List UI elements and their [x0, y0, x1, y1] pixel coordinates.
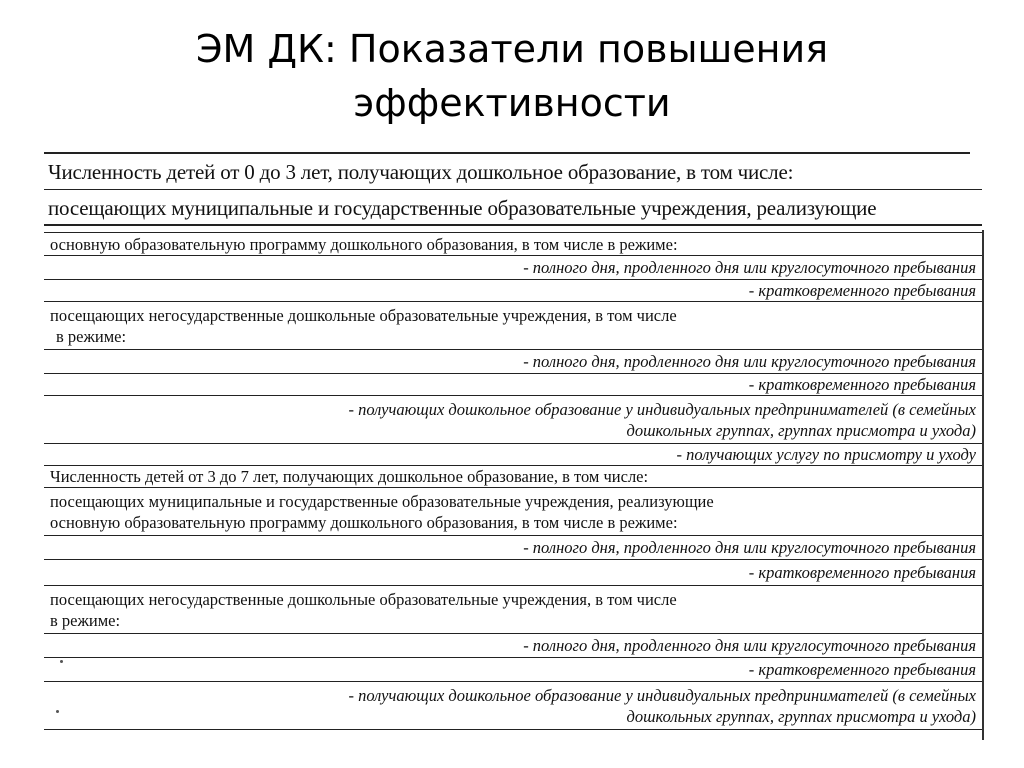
row-text: - полного дня, продленного дня или круглосуточного пребывания [523, 636, 976, 655]
row-text-line-1: - получающих дошкольное образование у индивидуальных предпринимателей (в семейных [348, 686, 976, 705]
row-text: основную образовательную программу дошкольного образования, в том числе в режиме: [50, 235, 678, 254]
table-row [44, 488, 982, 536]
table-row [44, 350, 982, 374]
table-row [44, 190, 982, 226]
table-row [44, 302, 982, 350]
row-text: Численность детей от 0 до 3 лет, получающих дошкольное образование, в том числе: [48, 160, 794, 184]
row-text: - полного дня, продленного дня или круглосуточного пребывания [523, 258, 976, 277]
row-text: - кратковременного пребывания [748, 281, 976, 300]
slide-title-line-2: эффективности [353, 81, 671, 125]
table-row [44, 374, 982, 396]
table-row [44, 466, 982, 488]
scanned-indicators-table [40, 150, 985, 740]
table-row [44, 444, 982, 466]
scan-speck [56, 710, 59, 713]
table-row [44, 634, 982, 658]
row-text: - полного дня, продленного дня или круглосуточного пребывания [523, 352, 976, 371]
scan-speck [60, 660, 63, 663]
row-text: Численность детей от 3 до 7 лет, получающих дошкольное образование, в том числе: [50, 467, 649, 486]
row-text-line-2: в режиме: [56, 327, 127, 346]
table-row [44, 280, 982, 302]
slide-title-line-1: ЭМ ДК: Показатели повышения [195, 27, 829, 71]
table-row [44, 682, 982, 730]
row-text: посещающих муниципальные и государственные образовательные учреждения, реализующие [48, 196, 877, 220]
slide-title [0, 22, 1024, 130]
table-row [44, 586, 982, 634]
row-text: - кратковременного пребывания [748, 375, 976, 394]
table-right-border [982, 230, 984, 740]
row-text-line-1: - получающих дошкольное образование у индивидуальных предпринимателей (в семейных [348, 400, 976, 419]
table-row [44, 232, 982, 256]
row-text-line-1: посещающих муниципальные и государственные образовательные учреждения, реализующие [50, 492, 714, 511]
row-text: - кратковременного пребывания [748, 660, 976, 679]
table-row [44, 154, 982, 190]
table-row [44, 560, 982, 586]
table-row [44, 658, 982, 682]
row-text: - полного дня, продленного дня или круглосуточного пребывания [523, 538, 976, 557]
row-text: - кратковременного пребывания [748, 563, 976, 582]
table-row [44, 396, 982, 444]
row-text-line-2: дошкольных группах, группах присмотра и ухода) [626, 421, 976, 440]
row-text-line-2: дошкольных группах, группах присмотра и ухода) [626, 707, 976, 726]
row-text-line-2: основную образовательную программу дошкольного образования, в том числе в режиме: [50, 513, 678, 532]
row-text: - получающих услугу по присмотру и уходу [676, 445, 976, 464]
table-row [44, 536, 982, 560]
row-text-line-1: посещающих негосударственные дошкольные образовательные учреждения, в том числе [50, 306, 677, 325]
table-row [44, 256, 982, 280]
row-text-line-2: в режиме: [50, 611, 121, 630]
row-text-line-1: посещающих негосударственные дошкольные образовательные учреждения, в том числе [50, 590, 677, 609]
